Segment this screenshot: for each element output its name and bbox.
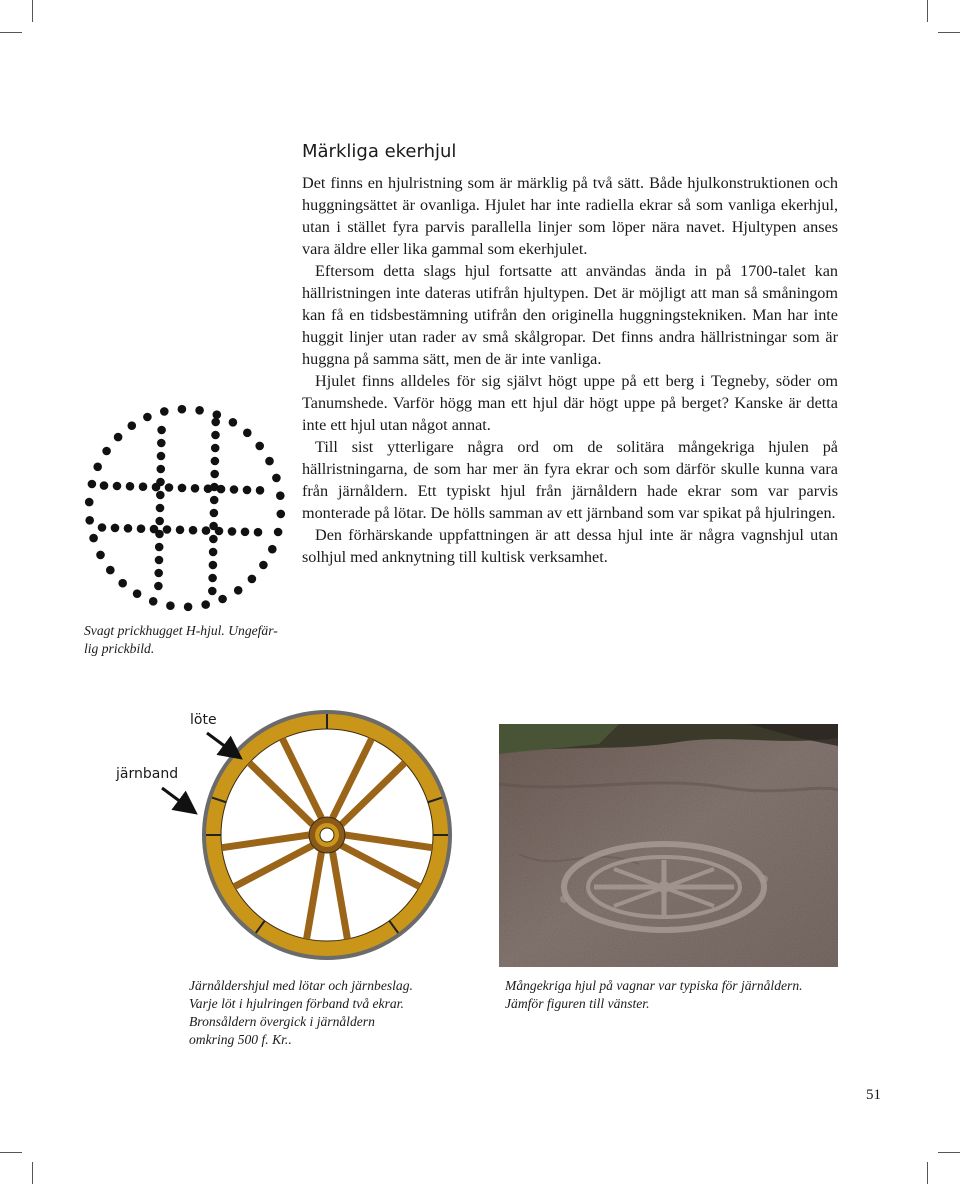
- carving-dot: [210, 496, 219, 505]
- carving-dot: [98, 523, 107, 532]
- carving-dot: [157, 452, 166, 461]
- carving-dot: [150, 525, 159, 534]
- paragraph: Eftersom detta slags hjul fortsatte att användas ända in på 1700-talet kan hällristningen inte dateras utifrån hjultypen. Det är möjligt att man så småningom kan få en tidsbestämning utifrån den originella huggningstekniken. Man har inte huggit linjer utan rader av små skålgropar. Det finns andra hällristningar som är huggna på samma sätt, men de är inte vanliga.: [302, 262, 838, 368]
- carving-dot: [155, 556, 164, 565]
- carving-dot: [230, 485, 239, 494]
- carving-dot: [139, 482, 148, 491]
- carving-dot: [208, 574, 217, 583]
- carving-dot: [157, 426, 166, 435]
- carving-dot: [156, 504, 165, 513]
- carving-dot: [155, 543, 164, 552]
- jarnband-label: järnband: [116, 766, 179, 782]
- carving-dot: [85, 516, 94, 525]
- carving-dot: [217, 485, 226, 494]
- carving-dot: [189, 526, 198, 535]
- carving-dot: [201, 600, 210, 609]
- carving-dot: [160, 407, 169, 416]
- carving-dot: [124, 524, 133, 533]
- carving-dot: [143, 413, 152, 422]
- caption-line: Bronsåldern övergick i järnåldern: [189, 1014, 375, 1029]
- carving-dot: [100, 481, 109, 490]
- paragraph: Det finns en hjulristning som är märklig på två sätt. Både hjulkonstruktionen och huggningsättet är ovanliga. Hjulet har inte radiella ekrar så som vanliga ekerhjul, utan i stället fyra parvis parallella linjer som löper nära navet. Hjultypen anses vara äldre eller lika gammal som ekerhjulet.: [302, 174, 838, 258]
- carving-dot: [218, 595, 227, 604]
- iron-wheel-caption: [189, 977, 413, 1049]
- crop-mark: [938, 32, 960, 33]
- caption-line: Jämför figuren till vänster.: [505, 996, 650, 1011]
- body-text: [302, 172, 838, 568]
- h-wheel-caption: [84, 622, 278, 658]
- carving-dot: [255, 442, 264, 451]
- carving-dot: [209, 548, 218, 557]
- caption-line: Mångekriga hjul på vagnar var typiska för järnåldern.: [505, 978, 803, 993]
- carving-dot: [157, 439, 166, 448]
- carving-dot: [213, 410, 222, 419]
- caption-line: lig prickbild.: [84, 641, 155, 656]
- carving-dot: [137, 524, 146, 533]
- jarnband-arrow: [162, 788, 193, 811]
- carving-dot: [157, 465, 166, 474]
- carving-dot: [166, 601, 175, 610]
- carving-dot: [195, 406, 204, 415]
- crop-mark: [32, 1162, 33, 1184]
- carving-dot: [208, 587, 217, 596]
- crop-mark: [927, 1162, 928, 1184]
- rock-carving-image: [499, 724, 838, 967]
- carving-dot: [152, 483, 161, 492]
- carving-dot: [118, 579, 127, 588]
- carving-dot: [277, 510, 286, 519]
- carving-dot: [215, 527, 224, 536]
- lote-arrow: [207, 733, 238, 756]
- caption-line: omkring 500 f. Kr..: [189, 1032, 292, 1047]
- carving-dot: [202, 526, 211, 535]
- carving-dot: [272, 474, 281, 483]
- crop-mark: [0, 1152, 22, 1153]
- carving-dot: [209, 561, 218, 570]
- carving-dot: [155, 517, 164, 526]
- carving-dot: [154, 582, 163, 591]
- carving-dot: [243, 486, 252, 495]
- carving-dot: [165, 483, 174, 492]
- crop-mark: [927, 0, 928, 22]
- paragraph: Hjulet finns alldeles för sig självt högt uppe på ett berg i Tegneby, söder om Tanumshede. Varför högg man ett hjul där högt uppe på berget? Kanske är detta inte ett hjul utan något annat.: [302, 372, 838, 434]
- carving-dot: [111, 524, 120, 533]
- photo-caption: [505, 977, 803, 1013]
- page-number: 51: [866, 1087, 881, 1103]
- carving-dot: [106, 566, 115, 575]
- carving-dot: [96, 551, 105, 560]
- carving-dot: [85, 498, 94, 507]
- carving-dot: [234, 586, 243, 595]
- carving-dot: [276, 491, 285, 500]
- crop-mark: [938, 1152, 960, 1153]
- carving-dot: [178, 405, 187, 414]
- carving-dot: [178, 484, 187, 493]
- section-heading: Märkliga ekerhjul: [302, 141, 457, 162]
- carving-dot: [126, 482, 135, 491]
- carving-dot: [184, 603, 193, 612]
- carving-dot: [163, 525, 172, 534]
- carving-dot: [210, 509, 219, 518]
- carving-dot: [93, 463, 102, 472]
- carving-dot: [248, 575, 257, 584]
- caption-line: Varje löt i hjulringen förband två ekrar.: [189, 996, 404, 1011]
- carving-dot: [211, 431, 220, 440]
- carving-dot: [102, 447, 111, 456]
- carving-dot: [204, 484, 213, 493]
- carving-dot: [211, 418, 220, 427]
- carving-dot: [274, 528, 283, 537]
- dotted-h-wheel-figure: [80, 400, 290, 615]
- carving-dot: [228, 527, 237, 536]
- carved-wheel: [564, 844, 764, 930]
- carving-dot: [154, 569, 163, 578]
- hub-hole: [320, 828, 334, 842]
- crop-mark: [0, 32, 22, 33]
- carving-dot: [211, 444, 220, 453]
- carving-dot: [243, 429, 252, 438]
- carving-dot: [210, 470, 219, 479]
- rock-carving-photo: [499, 724, 838, 967]
- carving-dot: [211, 457, 220, 466]
- carving-dot: [241, 528, 250, 537]
- carving-dot: [191, 484, 200, 493]
- carving-dot: [209, 535, 218, 544]
- carving-dot: [176, 526, 185, 535]
- carving-dot: [133, 589, 142, 598]
- carving-dot: [254, 528, 263, 537]
- carving-dot: [128, 421, 137, 430]
- caption-line: Järnåldershjul med lötar och järnbeslag.: [189, 978, 413, 993]
- paragraph: Den förhärskande uppfattningen är att dessa hjul inte är några vagnshjul utan solhjul med anknytning till kultisk verksamhet.: [302, 526, 838, 566]
- carving-dot: [149, 597, 158, 606]
- carving-dot: [229, 418, 238, 427]
- paragraph: Till sist ytterligare några ord om de solitära mångekriga hjulen på hällristningarna, de som har mer än fyra ekrar och som därför skulle kunna vara från järnåldern. Ett typiskt hjul från järnåldern hade ekrar som var parvis monterade på lötar. De hölls samman av ett järnband som var spikat på hjulringen.: [302, 438, 838, 522]
- carving-dot: [89, 534, 98, 543]
- carving-dot: [88, 480, 97, 489]
- carving-dot: [259, 561, 268, 570]
- carving-dot: [265, 457, 274, 466]
- lote-label: löte: [190, 712, 217, 728]
- carving-dot: [268, 545, 277, 554]
- carving-dot: [114, 433, 123, 442]
- caption-line: Svagt prickhugget H-hjul. Ungefär-: [84, 623, 278, 638]
- carving-dot: [113, 482, 122, 491]
- crop-mark: [32, 0, 33, 22]
- carving-dot: [256, 486, 265, 495]
- carving-dot: [156, 491, 165, 500]
